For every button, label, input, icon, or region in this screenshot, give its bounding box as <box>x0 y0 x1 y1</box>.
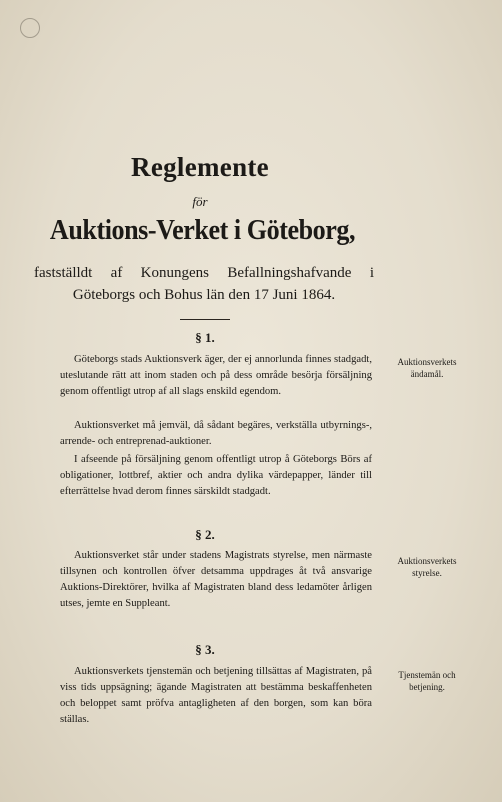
section-1-paragraph-3: I afseende på försäljning genom offentligt utrop å Göteborgs Börs af obligationer, lottbref, aktier och andra dylika värdepapper, länder till efterrättelse hvad derom finnes särskildt stadgadt. <box>60 454 372 497</box>
subtitle: fastställdt af Konungens Befallningshafvande i Göteborgs och Bohus län den 17 Juni 1864. <box>34 265 374 303</box>
marginal-note-3: Tjenstemän och betjening. <box>398 670 456 692</box>
main-title: Auktions-Verket i Göteborg, <box>49 214 356 246</box>
section-1-heading: § 1. <box>195 330 215 345</box>
document-title: Reglemente <box>131 152 269 182</box>
marginal-note-1: Auktionsverkets ändamål. <box>397 357 457 379</box>
section-1-paragraph-1: Göteborgs stads Auktionsverk äger, der ej annorlunda finnes stadgadt, uteslutande rätt att inom staden och på dess område besörja försäljning genom offentligt utrop af all slags enskild egendom. <box>60 354 372 397</box>
pencil-mark <box>20 18 40 38</box>
section-3-heading: § 3. <box>195 642 215 657</box>
section-3-paragraph-1: Auktionsverkets tjenstemän och betjening tillsättas af Magistraten, på viss tids uppsägning; ägande Magistraten att bestämma beskaffenheten och beloppet samt pröfva antagligheten af den borgen, som kan böra ställas. <box>60 666 372 725</box>
divider-rule <box>180 319 230 320</box>
section-1-paragraph-2: Auktionsverket må jemväl, då sådant begäres, verkställa utbyrnings-, arrende- och entreprenad-auktioner. <box>60 420 372 447</box>
section-2-heading: § 2. <box>195 527 215 542</box>
section-2-paragraph-1: Auktionsverket står under stadens Magistrats styrelse, men närmaste tillsynen och kontrollen öfver detsamma uppdrages åt två ansvarige Auktions-Direktörer, hvilka af Magistraten bland dess ledamöter årligen utses, jemte en Suppleant. <box>60 550 372 609</box>
marginal-note-2: Auktionsverkets styrelse. <box>397 556 457 578</box>
for-word: för <box>192 194 208 209</box>
